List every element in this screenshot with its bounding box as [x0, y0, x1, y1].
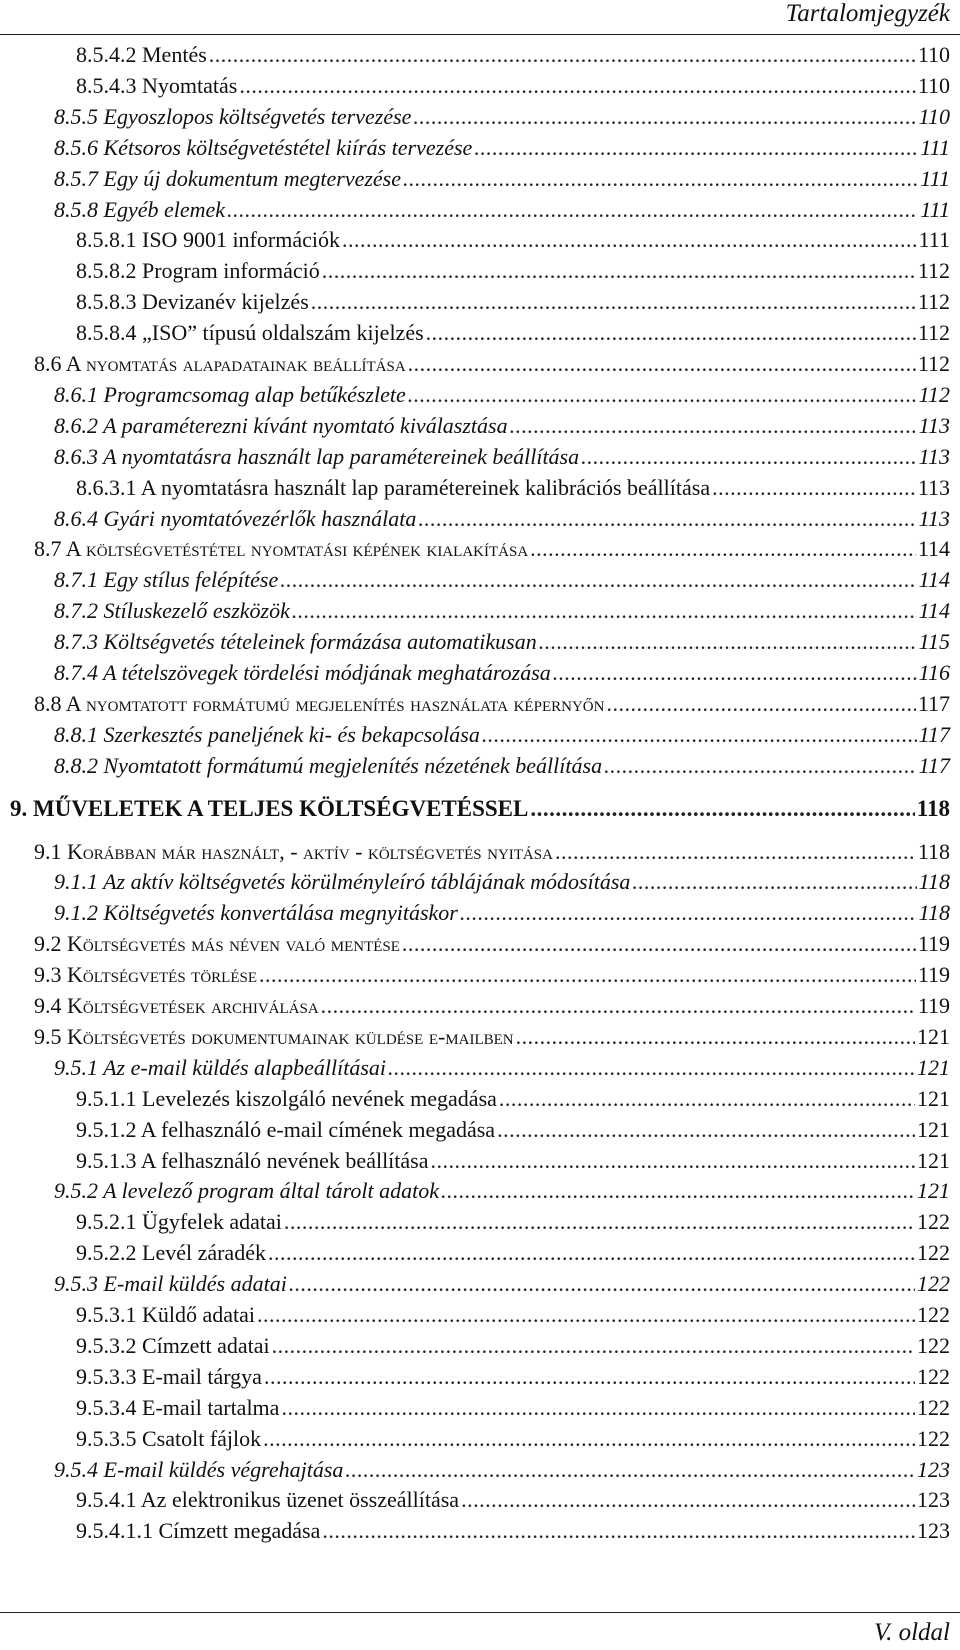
toc-entry-title: 8.6.2 A paraméterezni kívánt nyomtató kiválasztása [54, 412, 508, 438]
toc-entry-title: 9.5.2.2 Levél záradék [76, 1240, 266, 1266]
toc-subsection-entry[interactable] [54, 565, 950, 595]
toc-item-entry[interactable] [76, 1516, 950, 1546]
toc-entry-title: 8.5.6 Kétsoros költségvetéstétel kiírás tervezése [54, 134, 473, 160]
toc-entry-title: 8.6.3 A nyomtatásra használt lap paramétereinek beállítása [54, 443, 580, 469]
toc-entry-title: 8.6.4 Gyári nyomtatóvezérlők használata [54, 505, 417, 531]
toc-section-entry[interactable] [34, 960, 950, 990]
toc-entry-title: 9.5.3.2 Címzett adatai [76, 1332, 270, 1358]
toc-entry-title: 8.7.1 Egy stílus felépítése [54, 567, 279, 593]
toc-section-entry[interactable] [34, 1022, 950, 1052]
toc-dot-leader [311, 287, 916, 317]
toc-section-entry[interactable] [34, 929, 950, 959]
toc-entry-title: 8.7.2 Stíluskezelő eszközök [54, 598, 290, 624]
toc-entry-title: 9.4 Költségvetések archiválása [34, 993, 319, 1018]
toc-page-number: 111 [918, 227, 950, 253]
toc-page-number: 122 [917, 1240, 950, 1266]
toc-item-entry[interactable] [76, 1424, 950, 1454]
toc-entry-title: 9.5.3.4 E-mail tartalma [76, 1394, 280, 1420]
toc-item-entry[interactable] [76, 1084, 950, 1114]
toc-dot-leader [604, 751, 917, 781]
toc-page-number: 122 [917, 1394, 950, 1420]
toc-entry-title: 9.5 Költségvetés dokumentumainak küldése e-mailben [34, 1023, 514, 1049]
toc-dot-leader [516, 1022, 915, 1052]
toc-item-entry[interactable] [76, 318, 950, 348]
toc-item-entry[interactable] [76, 1207, 950, 1237]
toc-dot-leader [388, 1053, 915, 1083]
toc-dot-leader [209, 40, 916, 70]
toc-subsection-entry[interactable] [54, 102, 950, 132]
toc-dot-leader [268, 1238, 915, 1268]
toc-dot-leader [555, 837, 916, 867]
toc-page-number: 113 [918, 443, 950, 469]
toc-dot-leader [499, 1084, 915, 1114]
toc-item-entry[interactable] [76, 71, 950, 101]
toc-page-number: 122 [917, 1425, 950, 1451]
toc-item-entry[interactable] [76, 1300, 950, 1330]
footer-rule [0, 1612, 960, 1613]
toc-section-entry[interactable] [34, 837, 950, 867]
toc-entry-title: 9.1 Korábban már használt, - aktív - költségvetés nyitása [34, 838, 553, 864]
toc-dot-leader [259, 960, 916, 990]
toc-item-entry[interactable] [76, 1331, 950, 1361]
toc-entry-title: 8.7.3 Költségvetés tételeinek formázása automatikusan [54, 629, 537, 655]
toc-item-entry[interactable] [76, 1362, 950, 1392]
toc-subsection-entry[interactable] [54, 164, 950, 194]
running-header [0, 0, 960, 34]
toc-section-entry[interactable] [34, 689, 950, 719]
toc-dot-leader [474, 133, 918, 163]
toc-entry-title: 8.6.1 Programcsomag alap betűkészlete [54, 381, 406, 407]
toc-entry-title: 8.8.2 Nyomtatott formátumú megjelenítés nézetének beállítása [54, 752, 603, 778]
toc-page-number: 114 [918, 567, 950, 593]
toc-dot-leader [460, 898, 917, 928]
toc-section-entry[interactable] [34, 534, 950, 564]
toc-page-number: 119 [917, 931, 950, 957]
toc-page-number: 119 [917, 962, 950, 988]
toc-entry-title: 9.5.1.3 A felhasználó nevének beállítása [76, 1147, 429, 1173]
toc-item-entry[interactable] [76, 473, 950, 503]
toc-subsection-entry[interactable] [54, 627, 950, 657]
toc-entry-title: 9.1.2 Költségvetés konvertálása megnyitáskor [54, 900, 458, 926]
toc-dot-leader [426, 318, 916, 348]
toc-dot-leader [418, 504, 916, 534]
toc-entry-title: 8.8 A nyomtatott formátumú megjelenítés használata képernyőn [34, 690, 605, 716]
toc-dot-leader [321, 991, 916, 1021]
toc-dot-leader [408, 349, 916, 379]
toc-entry-title: 8.7.4 A tételszövegek tördelési módjának meghatározása [54, 660, 551, 685]
toc-entry-title: 8.8.1 Szerkesztés paneljének ki- és bekapcsolása [54, 721, 480, 747]
toc-entry-title: 9. MŰVELETEK A TELJES KÖLTSÉGVETÉSSEL [10, 795, 529, 821]
toc-entry-title: 9.5.4.1 Az elektronikus üzenet összeállítása [76, 1487, 460, 1513]
toc-page-number: 111 [920, 196, 950, 222]
toc-entry-title: 9.3 Költségvetés törlése [34, 962, 257, 988]
toc-page-number: 118 [918, 869, 950, 895]
toc-page-number: 123 [917, 1487, 950, 1513]
toc-dot-leader [632, 867, 916, 897]
toc-page-number: 112 [917, 289, 950, 315]
toc-page-number: 110 [918, 103, 950, 129]
toc-subsection-entry[interactable] [54, 867, 950, 897]
toc-page-number: 121 [917, 1023, 950, 1049]
toc-dot-leader [292, 596, 917, 626]
toc-page-number: 121 [917, 1178, 950, 1204]
toc-subsection-entry[interactable] [54, 442, 950, 472]
toc-entry-title: 9.5.3.3 E-mail tárgya [76, 1363, 262, 1389]
toc-page-number: 118 [916, 795, 950, 821]
toc-page-number: 111 [920, 134, 950, 160]
toc-page-number: 114 [917, 536, 950, 562]
toc-subsection-entry[interactable] [54, 1053, 950, 1083]
toc-dot-leader [239, 71, 915, 101]
toc-dot-leader [431, 1146, 916, 1176]
toc-page-number: 117 [918, 721, 950, 747]
toc-entry-title: 9.5.4 E-mail küldés végrehajtása [54, 1456, 344, 1482]
toc-dot-leader [539, 627, 917, 657]
toc-entry-title: 9.2 Költségvetés más néven való mentése [34, 931, 400, 957]
toc-dot-leader [264, 1362, 915, 1392]
toc-page-number: 113 [918, 505, 950, 531]
toc-entry-title: 9.5.1.2 A felhasználó e-mail címének megadása [76, 1116, 496, 1142]
toc-page-number: 121 [917, 1054, 950, 1080]
toc-entry-title: 9.5.3.1 Küldő adatai [76, 1302, 256, 1327]
toc-entry-title: 8.5.8.3 Devizanév kijelzés [76, 289, 309, 315]
toc-page-number: 119 [917, 993, 950, 1018]
toc-entry-title: 8.7 A költségvetéstétel nyomtatási képének kialakítása [34, 536, 529, 562]
toc-subsection-entry[interactable] [54, 504, 950, 534]
toc-page-number: 117 [917, 690, 950, 716]
toc-page-number: 118 [918, 900, 950, 926]
toc-subsection-entry[interactable] [54, 751, 950, 781]
toc-item-entry[interactable] [76, 287, 950, 317]
toc-subsection-entry[interactable] [54, 658, 950, 688]
toc-dot-leader [402, 929, 916, 959]
toc-dot-leader [403, 164, 918, 194]
toc-dot-leader [441, 1176, 915, 1206]
toc-dot-leader [322, 256, 916, 286]
toc-page-number: 121 [917, 1085, 950, 1111]
toc-page-number: 122 [917, 1332, 950, 1358]
toc-entry-title: 9.1.1 Az aktív költségvetés körülményleíró táblájának módosítása [54, 869, 631, 895]
toc-dot-leader [461, 1485, 915, 1515]
toc-dot-leader [281, 1393, 915, 1423]
toc-entry-title: 9.5.1.1 Levelezés kiszolgáló nevének megadása [76, 1085, 497, 1111]
toc-page-number: 121 [917, 1147, 950, 1173]
toc-page-number: 123 [917, 1456, 950, 1482]
toc-dot-leader [263, 1424, 915, 1454]
toc-dot-leader [530, 534, 916, 564]
toc-entry-title: 9.5.2 A levelező program által tárolt adatok [54, 1178, 439, 1204]
toc-chapter-entry[interactable] [10, 794, 950, 824]
toc-section-entry[interactable] [34, 349, 950, 379]
toc-dot-leader [257, 1300, 915, 1330]
toc-dot-leader [413, 102, 916, 132]
toc-page-number: 122 [917, 1363, 950, 1389]
toc-dot-leader [284, 1207, 915, 1237]
toc-page-number: 113 [918, 412, 950, 438]
toc-entry-title: 8.5.8.1 ISO 9001 információk [76, 227, 340, 253]
toc-page-number: 111 [920, 165, 950, 191]
toc-page-number: 121 [917, 1116, 950, 1142]
toc-item-entry[interactable] [76, 225, 950, 255]
toc-subsection-entry[interactable] [54, 898, 950, 928]
toc-page-number: 115 [918, 629, 950, 655]
toc-subsection-entry[interactable] [54, 133, 950, 163]
footer-page-label: V. oldal [874, 1619, 950, 1646]
toc-page-number: 116 [918, 660, 950, 685]
toc-subsection-entry[interactable] [54, 411, 950, 441]
toc-subsection-entry[interactable] [54, 1176, 950, 1206]
toc-dot-leader [289, 1269, 915, 1299]
toc-entry-title: 8.6.3.1 A nyomtatásra használt lap paramétereinek kalibrációs beállítása [76, 474, 711, 500]
toc-dot-leader [510, 411, 917, 441]
toc-item-entry[interactable] [76, 1115, 950, 1145]
toc-subsection-entry[interactable] [54, 596, 950, 626]
header-rule [0, 34, 960, 35]
toc-entry-title: 9.5.3 E-mail küldés adatai [54, 1271, 287, 1297]
toc-entry-title: 8.5.7 Egy új dokumentum megtervezése [54, 165, 402, 191]
toc-dot-leader [606, 689, 915, 719]
header-title: Tartalomjegyzék [785, 0, 950, 27]
toc-subsection-entry[interactable] [54, 195, 950, 225]
toc-page-number: 118 [917, 838, 950, 864]
toc-page-number: 112 [917, 351, 950, 376]
toc-page-number: 122 [917, 1271, 950, 1297]
toc-entry-title: 9.5.4.1.1 Címzett megadása [76, 1518, 321, 1544]
toc-item-entry[interactable] [76, 1146, 950, 1176]
toc-item-entry[interactable] [76, 256, 950, 286]
toc-subsection-entry[interactable] [54, 720, 950, 750]
toc-entry-title: 8.6 A nyomtatás alapadatainak beállítása [34, 351, 406, 376]
toc-dot-leader [272, 1331, 915, 1361]
toc-item-entry[interactable] [76, 40, 950, 70]
toc-dot-leader [342, 225, 917, 255]
toc-dot-leader [712, 473, 916, 503]
toc-entry-title: 8.5.5 Egyoszlopos költségvetés tervezése [54, 103, 412, 129]
toc-entry-title: 8.5.8.4 „ISO” típusú oldalszám kijelzés [76, 320, 424, 346]
toc-dot-leader [280, 565, 916, 595]
toc-item-entry[interactable] [76, 1485, 950, 1515]
toc-entry-title: 9.5.2.1 Ügyfelek adatai [76, 1209, 282, 1235]
toc-dot-leader [322, 1516, 915, 1546]
toc-entry-title: 9.5.3.5 Csatolt fájlok [76, 1425, 262, 1451]
toc-page-number: 122 [917, 1209, 950, 1235]
toc-dot-leader [408, 380, 917, 410]
toc-page-number: 112 [918, 381, 950, 407]
toc-subsection-entry[interactable] [54, 1269, 950, 1299]
toc-entry-title: 9.5.1 Az e-mail küldés alapbeállításai [54, 1054, 387, 1080]
toc-entry-title: 8.5.8 Egyéb elemek [54, 196, 226, 222]
toc-subsection-entry[interactable] [54, 1455, 950, 1485]
toc-dot-leader [553, 658, 917, 688]
toc-page-number: 110 [917, 42, 950, 67]
toc-page-number: 112 [917, 320, 950, 346]
toc-dot-leader [345, 1455, 915, 1485]
toc-entry-title: 8.5.4.3 Nyomtatás [76, 72, 238, 98]
toc-dot-leader [227, 195, 918, 225]
toc-page-number: 117 [918, 752, 950, 778]
toc-dot-leader [497, 1115, 915, 1145]
toc-dot-leader [530, 794, 914, 824]
toc-item-entry[interactable] [76, 1238, 950, 1268]
toc-page-number: 113 [917, 474, 950, 500]
toc-subsection-entry[interactable] [54, 380, 950, 410]
toc-item-entry[interactable] [76, 1393, 950, 1423]
toc-page-number: 123 [917, 1518, 950, 1544]
toc-entry-title: 8.5.4.2 Mentés [76, 42, 207, 67]
toc-section-entry[interactable] [34, 991, 950, 1021]
toc-page-number: 122 [917, 1302, 950, 1327]
toc-page-number: 110 [917, 72, 950, 98]
toc-page-number: 114 [918, 598, 950, 624]
toc-dot-leader [581, 442, 917, 472]
toc-page-number: 112 [917, 258, 950, 284]
toc-entry-title: 8.5.8.2 Program információ [76, 258, 320, 284]
toc-dot-leader [482, 720, 917, 750]
